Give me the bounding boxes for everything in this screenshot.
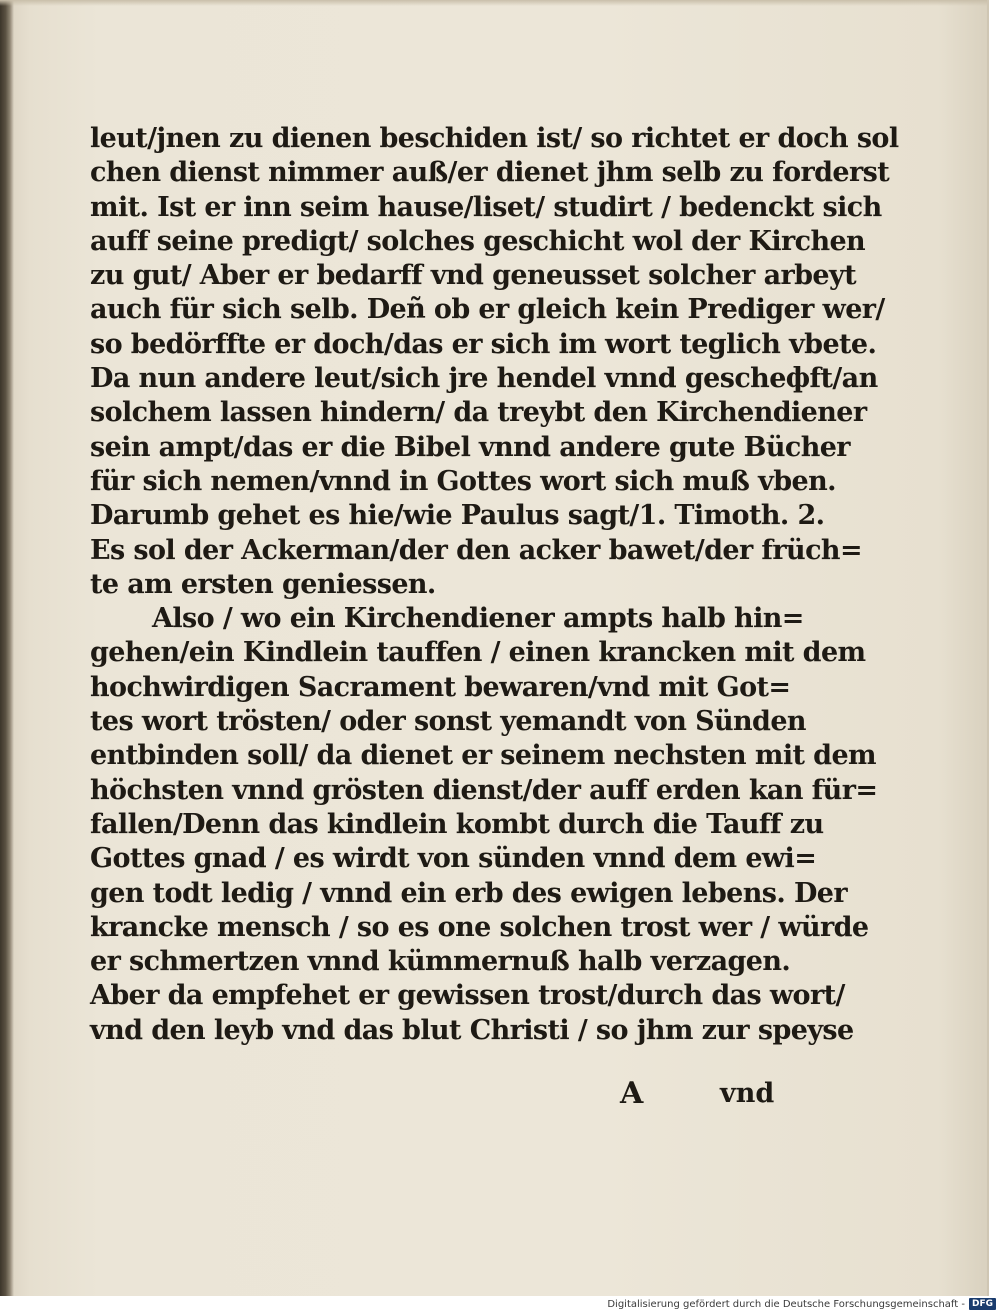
- text-line: te am ersten geniessen.: [90, 568, 436, 600]
- text-line-paragraph-start: Also / wo ein Kirchendiener ampts halb hin=: [152, 603, 804, 635]
- text-line: Darumb gehet es hie/wie Paulus sagt/1. Timoth. 2.: [90, 500, 825, 532]
- text-line: tes wort trösten/ oder sonst yemandt von Sünden: [90, 706, 806, 738]
- text-line: Es sol der Ackerman/der den acker bawet/der früch=: [90, 534, 862, 566]
- text-line: fallen/Denn das kindlein kombt durch die Tauff zu: [90, 808, 824, 840]
- text-line: solchem lassen hindern/ da treybt den Kirchendiener: [90, 397, 867, 429]
- page-binding-edge: [0, 0, 14, 1296]
- text-line: leut/jnen zu dienen beschiden ist/ so richtet er doch sol: [90, 123, 899, 154]
- text-line: so bedörffte er doch/das er sich im wort teglich vbete.: [90, 328, 877, 360]
- page-top-edge: [0, 0, 987, 6]
- text-line: für sich nemen/vnnd in Gottes wort sich muß vben.: [90, 465, 836, 497]
- text-line: zu gut/ Aber er bedarff vnd geneusset solcher arbeyt: [90, 260, 856, 292]
- text-line: höchsten vnnd grösten dienst/der auff erden kan für=: [90, 774, 878, 806]
- text-line: mit. Ist er inn seim hause/liset/ studirt / bedenckt sich: [90, 191, 882, 223]
- text-line: gehen/ein Kindlein tauffen / einen krancken mit dem: [90, 637, 866, 669]
- dfg-logo-icon: DFG: [969, 1298, 996, 1310]
- text-line: krancke mensch / so es one solchen trost wer / würde: [90, 911, 869, 943]
- text-line: sein ampt/das er die Bibel vnnd andere gute Bücher: [90, 431, 850, 463]
- text-line: vnd den leyb vnd das blut Christi / so jhm zur speyse: [90, 1014, 854, 1046]
- text-line: Da nun andere leut/sich jre hendel vnnd gescheфft/an: [90, 363, 878, 395]
- text-line: Aber da empfehet er gewissen trost/durch das wort/: [90, 980, 845, 1012]
- text-line: auff seine predigt/ solches geschicht wol der Kirchen: [90, 225, 866, 257]
- text-line: auch für sich selb. Deñ ob er gleich kein Prediger wer/: [90, 294, 885, 326]
- text-line: entbinden soll/ da dienet er seinem nechsten mit dem: [90, 740, 876, 772]
- text-line: Gottes gnad / es wirdt von sünden vnnd dem ewi=: [90, 843, 817, 875]
- text-line: gen todt ledig / vnnd ein erb des ewigen lebens. Der: [90, 877, 847, 909]
- signature-mark: A: [620, 1076, 644, 1111]
- text-line: chen dienst nimmer auß/er dienet jhm selb zu forderst: [90, 157, 890, 189]
- footer-credit-text: Digitalisierung gefördert durch die Deutsche Forschungsgemeinschaft -: [607, 1298, 965, 1310]
- digitization-footer: [560, 1296, 1000, 1312]
- catchword: vnd: [720, 1078, 775, 1109]
- page-text-block: [90, 122, 899, 1048]
- text-line: hochwirdigen Sacrament bewaren/vnd mit Got=: [90, 671, 791, 703]
- text-line: er schmertzen vnnd kümmernuß halb verzagen.: [90, 946, 791, 978]
